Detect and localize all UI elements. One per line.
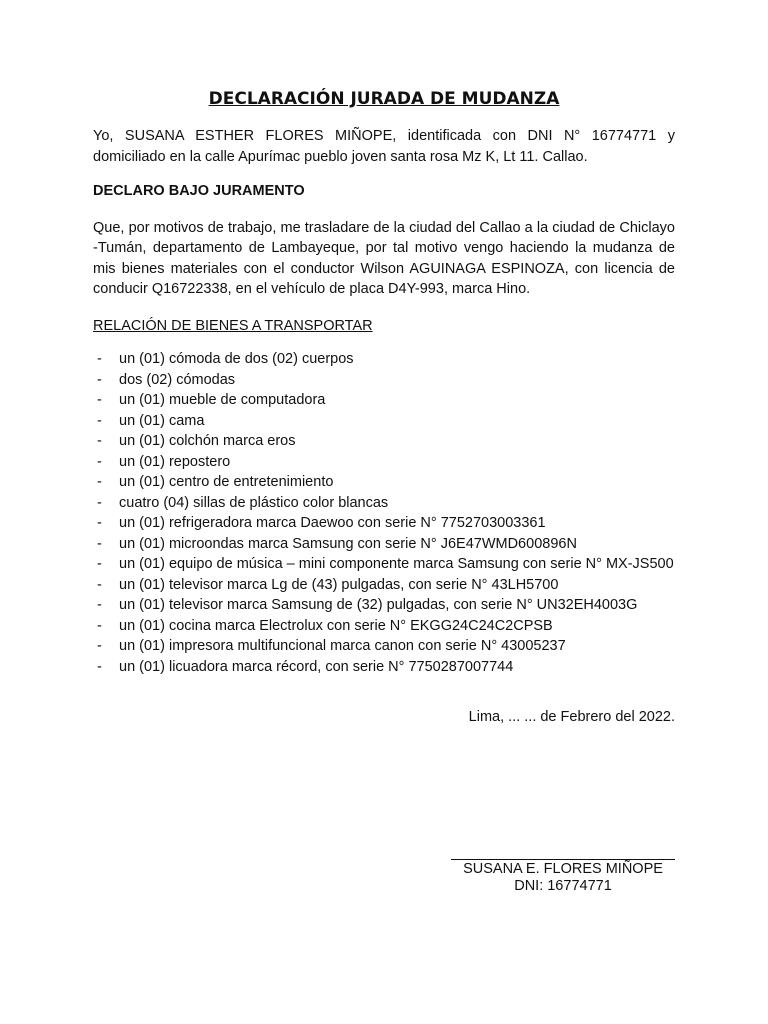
list-item (93, 636, 675, 657)
list-item (93, 452, 675, 473)
list-item (93, 431, 675, 452)
list-item (93, 513, 675, 534)
dash-bullet: - (97, 392, 102, 408)
list-item-text: un (01) equipo de música – mini componente marca Samsung con serie N° MX-JS500 (119, 556, 674, 572)
list-item-text: un (01) televisor marca Samsung de (32) pulgadas, con serie N° UN32EH4003G (119, 597, 638, 613)
list-item-text: un (01) cama (119, 412, 205, 429)
dash-bullet: - (97, 351, 102, 367)
list-item-text: un (01) centro de entretenimiento (119, 474, 334, 490)
body-paragraph: Que, por motivos de trabajo, me trasladare de la ciudad del Callao a la ciudad de Chiclayo -Tumán, departamento de Lambayeque, por tal motivo vengo haciendo la mudanza de mis bienes materiales con el conductor Wilson AGUINAGA ESPINOZA, con licencia de conducir Q16722338, en el vehículo de placa D4Y-993, marca Hino. (93, 219, 675, 297)
list-item (93, 595, 675, 616)
list-item (93, 657, 675, 678)
list-item-text: dos (02) cómodas (119, 371, 236, 388)
declaration-heading: DECLARO BAJO JURAMENTO (93, 183, 305, 199)
signatory-dni: DNI: 16774771 (514, 878, 612, 894)
list-item-text: cuatro (04) sillas de plástico color blancas (119, 494, 389, 511)
list-item (93, 575, 675, 596)
list-item (93, 472, 675, 493)
dash-bullet: - (97, 638, 102, 654)
signature-block (451, 859, 675, 895)
list-item-text: un (01) mueble de computadora (119, 392, 326, 408)
dash-bullet: - (97, 658, 102, 675)
dash-bullet: - (97, 494, 102, 511)
goods-list-heading: RELACIÓN DE BIENES A TRANSPORTAR (93, 317, 373, 334)
list-item-text: un (01) cocina marca Electrolux con serie N° EKGG24C24C2CPSB (119, 617, 553, 634)
list-item-text: un (01) microondas marca Samsung con serie N° J6E47WMD600896N (119, 535, 577, 552)
list-item (93, 349, 675, 370)
intro-paragraph: Yo, SUSANA ESTHER FLORES MIÑOPE, identificada con DNI N° 16774771 y domiciliado en la calle Apurímac pueblo joven santa rosa Mz K, Lt 11. Callao. (93, 128, 675, 165)
dash-bullet: - (97, 412, 102, 429)
dash-bullet: - (97, 433, 102, 449)
list-item-text: un (01) refrigeradora marca Daewoo con serie N° 7752703003361 (119, 515, 546, 531)
list-item-text: un (01) licuadora marca récord, con serie N° 7750287007744 (119, 658, 514, 675)
dash-bullet: - (97, 535, 102, 552)
signatory-name: SUSANA E. FLORES MIÑOPE (463, 861, 663, 877)
dash-bullet: - (97, 453, 102, 470)
list-item-text: un (01) televisor marca Lg de (43) pulgadas, con serie N° 43LH5700 (119, 576, 559, 593)
list-item (93, 390, 675, 411)
list-item (93, 411, 675, 432)
dash-bullet: - (97, 474, 102, 490)
list-item-text: un (01) repostero (119, 453, 231, 470)
dash-bullet: - (97, 597, 102, 613)
dash-bullet: - (97, 515, 102, 531)
list-item-text: un (01) cómoda de dos (02) cuerpos (119, 351, 354, 367)
signature-line (451, 859, 675, 860)
goods-list (93, 349, 675, 677)
list-item-text: un (01) colchón marca eros (119, 433, 296, 449)
list-item (93, 554, 675, 575)
document-page (93, 88, 675, 728)
list-item (93, 493, 675, 514)
list-item (93, 616, 675, 637)
list-item (93, 534, 675, 555)
list-item-text: un (01) impresora multifuncional marca canon con serie N° 43005237 (119, 638, 566, 654)
place-date-line: Lima, ... ... de Febrero del 2022. (468, 709, 675, 725)
list-item (93, 370, 675, 391)
dash-bullet: - (97, 576, 102, 593)
dash-bullet: - (97, 371, 102, 388)
document-title: DECLARACIÓN JURADA DE MUDANZA (208, 89, 560, 109)
dash-bullet: - (97, 617, 102, 634)
dash-bullet: - (97, 556, 102, 572)
